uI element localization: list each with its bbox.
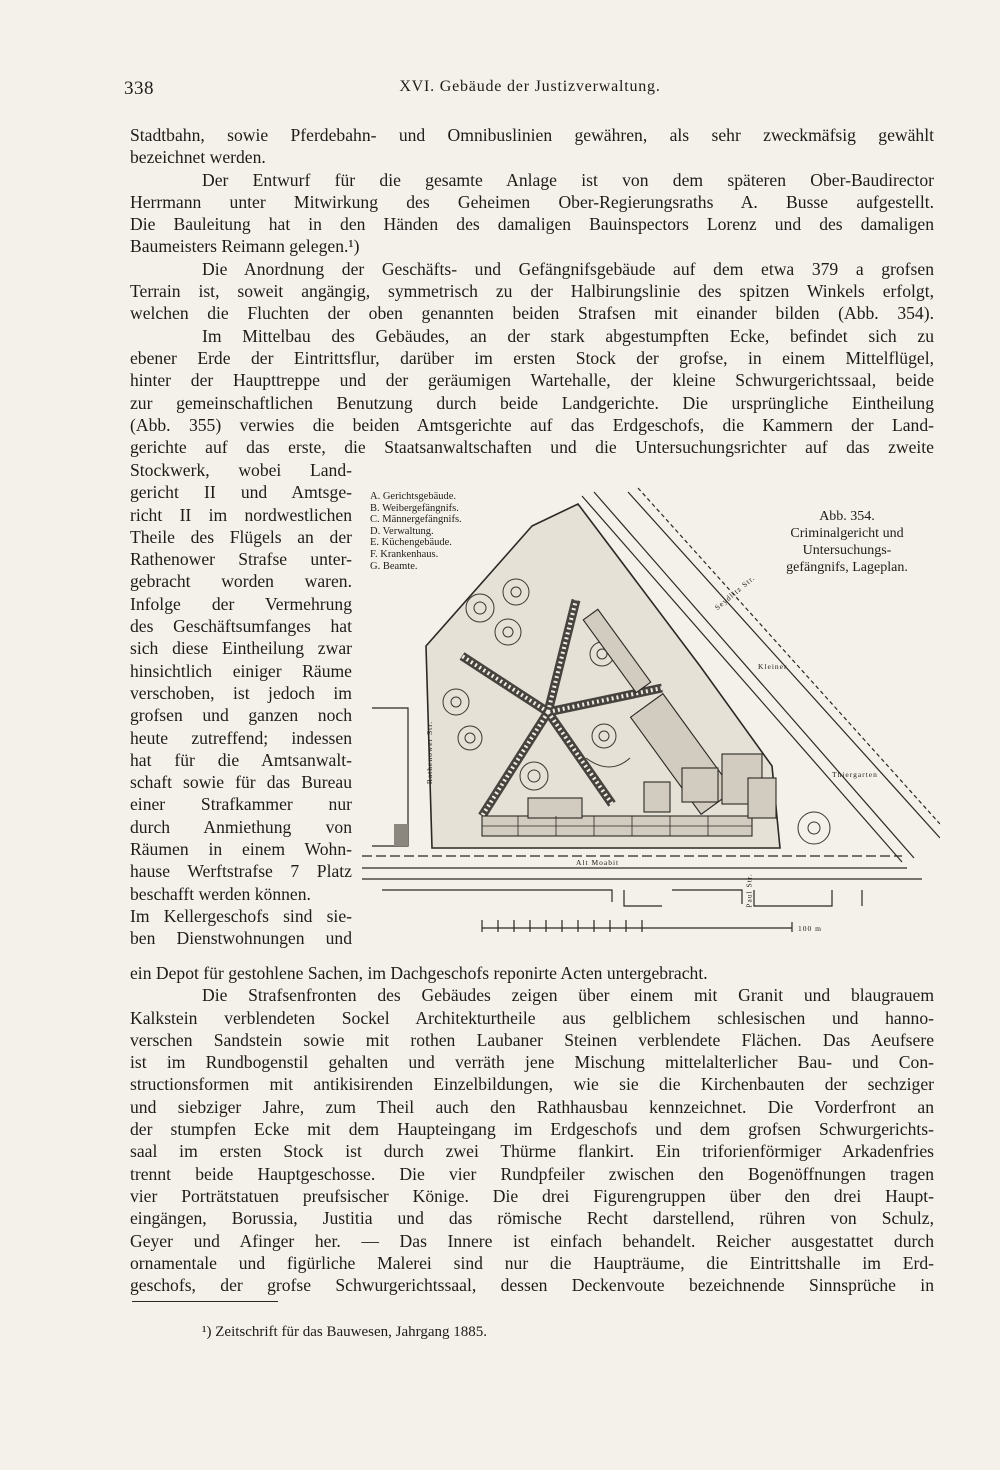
text-line: Rathenower Strafse unter-	[130, 549, 352, 570]
text-line: gebracht worden waren.	[130, 571, 352, 592]
running-head: XVI. Gebäude der Justizverwaltung.	[399, 78, 661, 95]
text-line: hat für die Amtsanwalt-	[130, 749, 352, 770]
figure-legend	[370, 491, 462, 572]
text-line: hinter der Haupttreppe und der geräumigen Wartehalle, der kleine Schwurgerichtssaal, beide	[130, 370, 934, 391]
text-line: structionsformen mit antikisirenden Einzelbildungen, wie sie die Kirchenbauten der sechziger	[130, 1074, 934, 1095]
caption-line: Criminalgericht und	[790, 526, 904, 541]
text-line: geschofs, der grofse Schwurgerichtssaal, dessen Deckenvoute bezeichnende Sinnsprüche in	[130, 1275, 934, 1296]
text-line: beschafft werden können.	[130, 883, 311, 904]
text-line: bezeichnet werden.	[130, 147, 266, 168]
legend-item: B. Weibergefängnifs.	[370, 502, 459, 514]
text-line: Theile des Flügels an der	[130, 526, 352, 547]
text-line: grofsen und ganzen noch	[130, 705, 352, 726]
page-header	[120, 78, 940, 106]
street-label-thiergarten: Thiergarten	[832, 770, 878, 779]
text-line: Herrmann unter Mitwirkung des Geheimen Ober-Regierungsraths A. Busse aufgestellt.	[130, 191, 934, 212]
text-line: Stadtbahn, sowie Pferdebahn- und Omnibuslinien gewähren, als sehr zweckmäfsig gewählt	[130, 125, 934, 145]
text-line: Räumen in einem Wohn-	[130, 839, 352, 860]
text-line: Terrain ist, soweit angängig, symmetrisch zu der Halbirungslinie des spitzen Winkels erfolgt,	[130, 281, 934, 302]
figure-caption	[754, 508, 940, 576]
footnote-rule	[132, 1301, 278, 1302]
text-line: schaft sowie für das Bureau	[130, 772, 352, 793]
caption-line: Untersuchungs-	[802, 543, 892, 558]
site-plan-figure	[362, 486, 940, 942]
text-line: gerichte auf das erste, die Staatsanwaltschaften und die Untersuchungsrichter auf das zweite	[130, 437, 934, 458]
text-line: ornamentale und figürliche Malerei sind nur die Haupträume, die Eintrittshalle im Erd-	[130, 1252, 934, 1273]
caption-line: gefängnifs, Lageplan.	[786, 560, 908, 575]
text-line: welchen die Fluchten der oben genannten beiden Strafsen mit einander bilden (Abb. 354).	[130, 303, 934, 324]
text-line: sich diese Eintheilung zwar	[130, 638, 352, 659]
text-line: Stockwerk, wobei Land-	[130, 460, 352, 480]
text-line: vier Porträtstatuen preufsischer Könige. Die drei Figurengruppen über den drei Haupt-	[130, 1185, 934, 1206]
body-text-top	[130, 124, 934, 458]
legend-item: A. Gerichtsgebäude.	[370, 491, 457, 502]
legend-item: C. Männergefängnifs.	[370, 514, 462, 526]
footnote: ¹) Zeitschrift für das Bauwesen, Jahrgang 1885.	[202, 1324, 487, 1340]
text-line: Die Anordnung der Geschäfts- und Gefängnifsgebäude auf dem etwa 379 a grofsen	[202, 258, 934, 279]
text-line: Im Kellergeschofs sind sie-	[130, 905, 352, 926]
street-label-rathenower: Rathenower Str.	[425, 720, 435, 785]
body-text-bottom	[130, 962, 934, 1296]
text-line: Im Mittelbau des Gebäudes, an der stark abgestumpften Ecke, befindet sich zu	[202, 325, 934, 346]
text-line: der stumpfen Ecke mit dem Haupteingang im Erdgeschofs und dem grofsen Schwurgerichts-	[130, 1119, 934, 1140]
text-line: ein Depot für gestohlene Sachen, im Dachgeschofs reponirte Acten untergebracht.	[130, 963, 708, 983]
text-line: hause Werftstrafse 7 Platz	[130, 861, 352, 882]
text-line: zur gemeinschaftlichen Benutzung durch beide Landgerichte. Die ursprüngliche Eintheilung	[130, 392, 934, 413]
text-line: einer Strafkammer nur	[130, 794, 352, 815]
legend-item: G. Beamte.	[370, 560, 418, 572]
text-line: heute zutreffend; indessen	[130, 727, 352, 748]
text-line: saal im ersten Stock ist durch zwei Thürme flankirt. Ein triforienförmiger Arkadenfries	[130, 1141, 934, 1162]
body-text-narrow	[130, 459, 352, 950]
text-line: ist im Rundbogenstil gehalten und verräth jene Mischung mittelalterlicher Bau- und Con-	[130, 1052, 934, 1073]
text-line: trennt beide Hauptgeschosse. Die vier Rundpfeiler zwischen den Bogenöffnungen tragen	[130, 1163, 934, 1184]
text-line: Kalkstein verblendeten Sockel Architekturtheile aus gelblichem schlesischen und hanno-	[130, 1007, 934, 1028]
street-label-kleiner: Kleiner	[758, 662, 788, 671]
scale-end-label: 100 m	[798, 924, 822, 933]
text-line: Geyer und Afinger her. — Das Innere ist einfach behandelt. Reicher ausgestattet durch	[130, 1230, 934, 1251]
text-line: (Abb. 355) verwies die beiden Amtsgerichte auf das Erdgeschofs, die Kammern der Land-	[130, 414, 934, 435]
caption-line: Abb. 354.	[819, 509, 875, 524]
text-line: des Geschäftsumfanges hat	[130, 616, 352, 637]
text-line: hinsichtlich einiger Räume	[130, 660, 352, 681]
text-line: Infolge der Vermehrung	[130, 593, 352, 614]
text-line: Baumeisters Reimann gelegen.¹)	[130, 236, 360, 257]
text-line: Die Strafsenfronten des Gebäudes zeigen über einem mit Granit und blaugrauem	[202, 985, 934, 1006]
text-line: gericht II und Amtsge-	[130, 482, 352, 503]
page-number: 338	[124, 78, 154, 99]
legend-item: D. Verwaltung.	[370, 525, 434, 537]
street-label-paul: Paul Str.	[744, 873, 754, 908]
legend-item: E. Küchengebäude.	[370, 537, 452, 549]
text-line: und siebziger Jahre, zum Theil auch den Rathhausbau kennzeichnet. Die Vorderfront an	[130, 1096, 934, 1117]
text-line: eingängen, Borussia, Justitia und das römische Recht darstellend, rühren von Schulz,	[130, 1208, 934, 1229]
text-line: durch Anmiethung von	[130, 816, 352, 837]
text-line: Die Bauleitung hat in den Händen des damaligen Bauinspectors Lorenz und des damaligen	[130, 214, 934, 235]
text-line: verschoben, ist jedoch im	[130, 682, 352, 703]
text-line: verschen Sandstein sowie mit rothen Laubaner Steinen verblendete Flächen. Das Aeufsere	[130, 1029, 934, 1050]
text-line: Der Entwurf für die gesamte Anlage ist von dem späteren Ober-Baudirector	[202, 169, 934, 190]
street-label-seydlitz: Seydlitz Str.	[712, 573, 757, 612]
text-line: richt II im nordwestlichen	[130, 504, 352, 525]
text-line: ebener Erde der Eintrittsflur, darüber im ersten Stock der grofse, in einem Mittelflügel,	[130, 347, 934, 368]
legend-item: F. Krankenhaus.	[370, 548, 439, 560]
text-line: ben Dienstwohnungen und	[130, 928, 352, 949]
street-label-alt-moabit: Alt Moabit	[576, 858, 620, 867]
